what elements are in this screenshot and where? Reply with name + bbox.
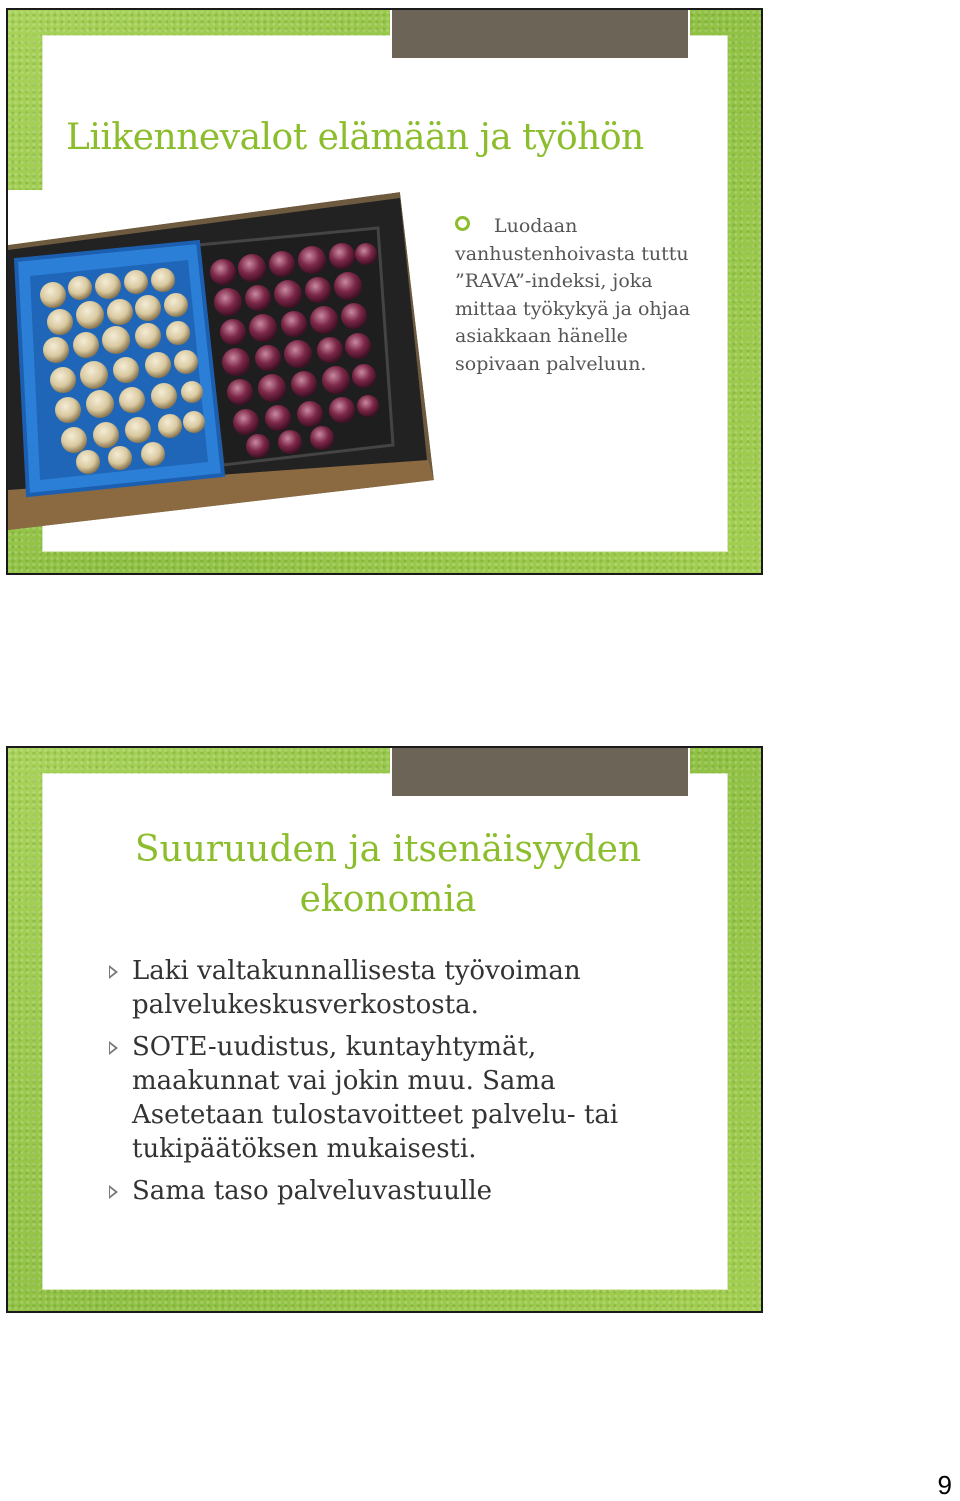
bullet-1-line-1: Laki valtakunnallisesta työvoiman: [132, 956, 581, 986]
slide-2-title: [48, 825, 728, 925]
list-item: [104, 1174, 644, 1208]
bullet-1-line-2: palvelukeskusverkostosta.: [132, 990, 479, 1020]
slide-1: [6, 8, 763, 575]
triangle-bullet-icon: [109, 1041, 118, 1055]
list-item: [104, 1030, 644, 1166]
triangle-bullet-icon: [109, 1185, 118, 1199]
slide-1-bullet-line-4: mittaa työkykyä ja ohjaa: [455, 297, 691, 320]
slide-1-bullet-line-3: ”RAVA”-indeksi, joka: [455, 270, 653, 292]
slide-1-header-tab: [390, 10, 690, 60]
bullet-2-line-1: SOTE-uudistus, kuntayhtymät,: [132, 1032, 537, 1062]
slide-2-bullet-list: [104, 954, 644, 1216]
slide-1-bullet: [455, 213, 705, 378]
slide-1-bullet-line-6: sopivaan palveluun.: [455, 352, 647, 375]
slide-2-title-line-1: Suuruuden ja itsenäisyyden: [134, 829, 642, 870]
bullet-2-line-3: Asetetaan tulostavoitteet palvelu- tai: [132, 1100, 619, 1130]
onion-photo: [8, 190, 434, 530]
slide-1-bullet-line-5: asiakkaan hänelle: [455, 325, 628, 347]
slide-2-title-line-2: ekonomia: [299, 879, 477, 920]
slide-2: [6, 746, 763, 1313]
list-item: [104, 954, 644, 1022]
slide-2-header-tab: [390, 748, 690, 798]
bullet-3-line-1: Sama taso palveluvastuulle: [132, 1176, 493, 1206]
triangle-bullet-icon: [109, 965, 118, 979]
slide-1-bullet-line-2: vanhustenhoivasta tuttu: [455, 242, 689, 265]
page-number: 9: [937, 1470, 952, 1500]
slide-1-bullet-line-1: Luodaan: [494, 215, 578, 237]
ring-bullet-icon: [455, 216, 470, 231]
bullet-2-line-4: tukipäätöksen mukaisesti.: [132, 1134, 477, 1164]
slide-1-title: Liikennevalot elämään ja työhön: [66, 117, 644, 158]
bullet-2-line-2: maakunnat vai jokin muu. Sama: [132, 1066, 556, 1096]
